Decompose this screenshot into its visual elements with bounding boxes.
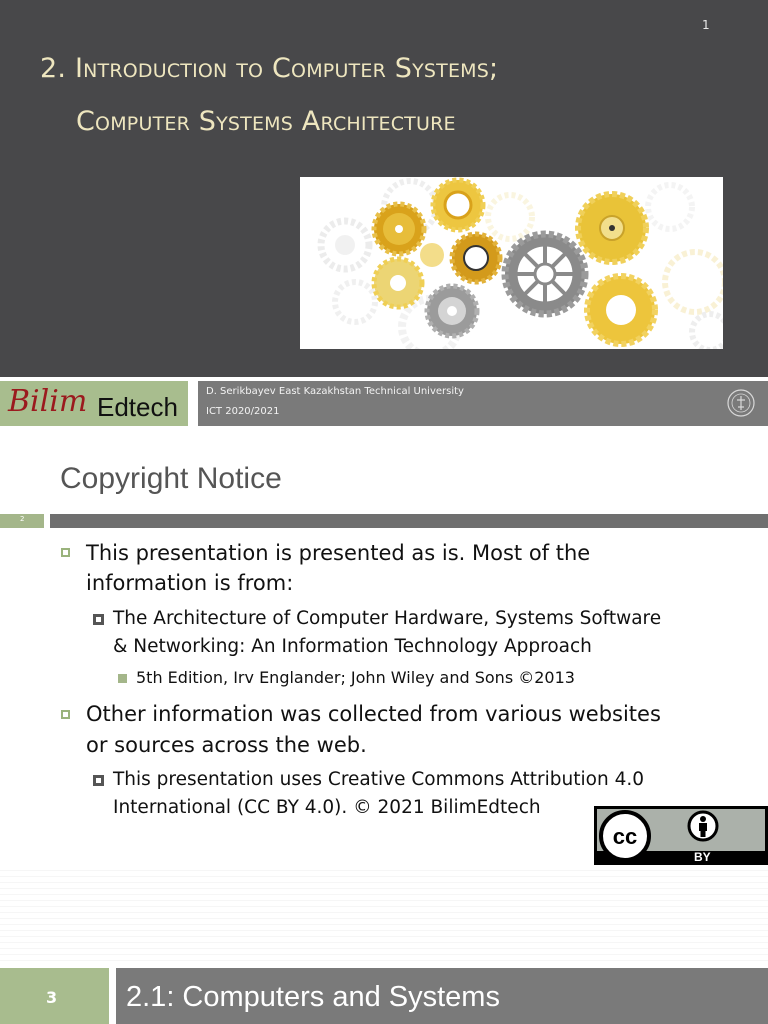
bullet-1-line1: This presentation is presented as is. Most of the [86, 541, 591, 565]
sub-bullet-2-line1: This presentation uses Creative Commons Attribution 4.0 [113, 769, 644, 790]
sub-bullet-1-line2: & Networking: An Information Technology Approach [113, 636, 592, 657]
footer-university: D. Serikbayev East Kazakhstan Technical University [206, 386, 464, 397]
logo-text-edtech: Edtech [97, 392, 178, 422]
slide-number: 3 [46, 988, 58, 1007]
cc-icon [598, 809, 652, 863]
slide-title-line2: Computer Systems Architecture [76, 106, 456, 137]
slide-number-box [0, 968, 109, 1024]
cc-by-badge [594, 806, 768, 865]
bullet-marker-icon [61, 548, 70, 557]
attribution-person-icon [687, 810, 719, 842]
slide-number-bar [0, 514, 44, 528]
slide-title-line1: 2. Introduction to Computer Systems; [40, 53, 499, 84]
svg-text:cc: cc [612, 824, 638, 849]
slide-number: 2 [20, 515, 25, 523]
slide-title-bar [116, 968, 768, 1024]
copyright-title: Copyright Notice [60, 462, 282, 495]
sub-bullet-2-line2: International (CC BY 4.0). © 2021 BilimEdtech [113, 797, 541, 818]
slide-number: 1 [702, 18, 710, 32]
footer-course: ICT 2020/2021 [206, 406, 280, 417]
bullet-2-line1: Other information was collected from various websites [86, 702, 661, 726]
sub-bullet-marker-icon [93, 775, 104, 786]
bullet-marker-icon [61, 710, 70, 719]
title-divider-bar [50, 514, 768, 528]
gears-illustration [300, 177, 723, 349]
sub-bullet-marker-icon [93, 614, 104, 625]
subsub-bullet-marker-icon [118, 674, 127, 683]
university-seal-icon [726, 388, 756, 418]
footer-info [198, 381, 768, 426]
bullet-1-line2: information is from: [86, 571, 294, 595]
cc-by-label: BY [694, 850, 711, 864]
slide-title: 2.1: Computers and Systems [126, 981, 500, 1013]
logo-text-bilim: Bilim [8, 384, 88, 419]
sub-bullet-1-line1: The Architecture of Computer Hardware, Systems Software [113, 608, 662, 629]
lined-background [0, 865, 768, 965]
slide-title [40, 42, 740, 148]
subsub-bullet-1: 5th Edition, Irv Englander; John Wiley and Sons ©2013 [136, 668, 575, 687]
bullet-2-line2: or sources across the web. [86, 733, 367, 757]
title-slide [0, 0, 768, 377]
